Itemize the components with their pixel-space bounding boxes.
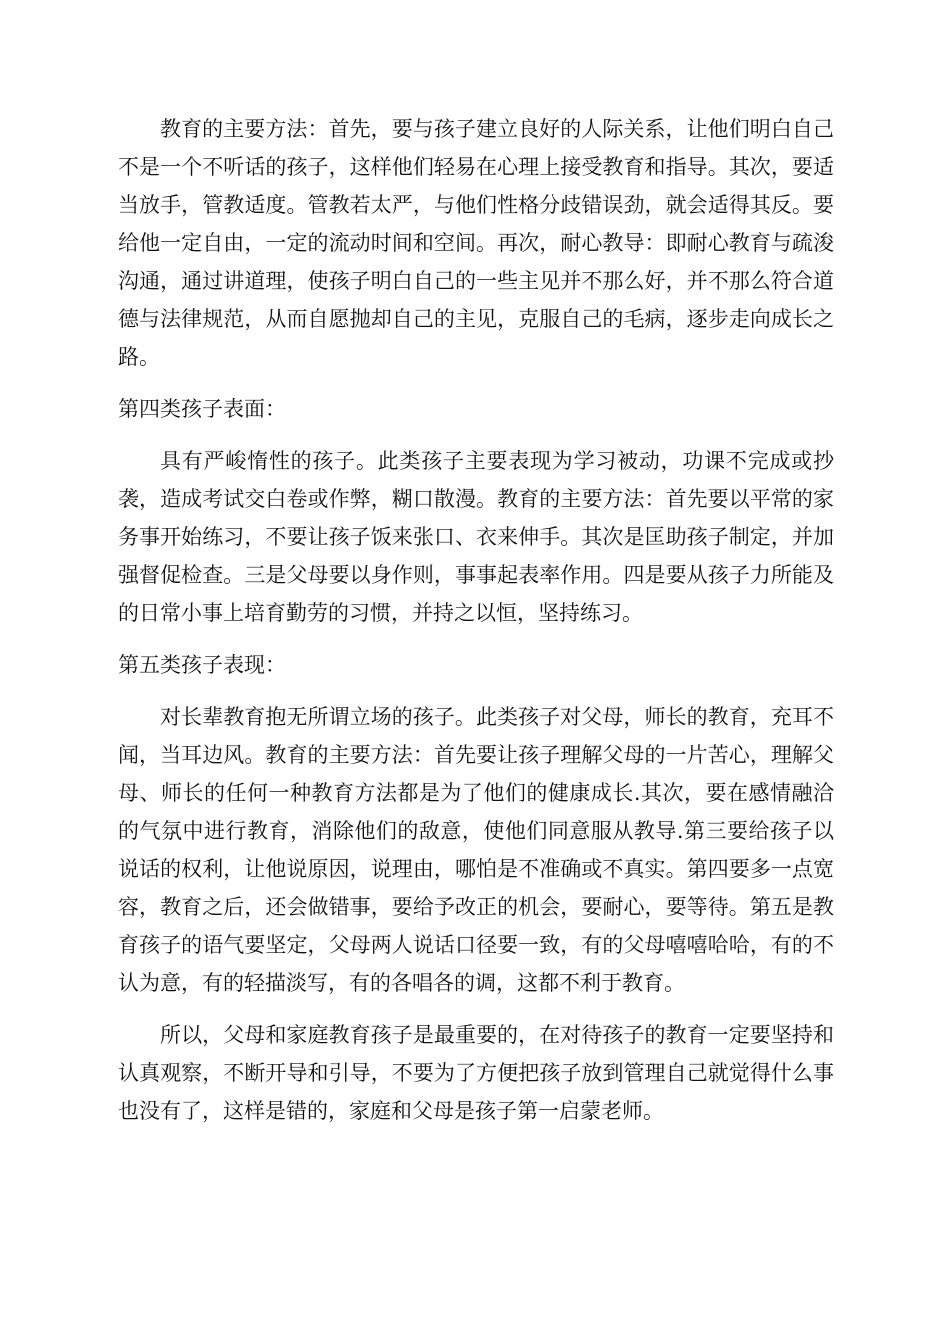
heading-fourth-type: 第四类孩子表面： — [118, 397, 286, 421]
paragraph-fifth-type: 对长辈教育抱无所谓立场的孩子。此类孩子对父母，师长的教育，充耳不闻，当耳边风。教育的主要方法：首先要让孩子理解父母的一片苦心，理解父母、师长的任何一种教育方法都是为了他们的健康成长.其次，要在感情融洽的气氛中进行教育，消除他们的敌意，使他们同意服从教导.第三要给孩子以说话的权利，让他说原因，说理由，哪怕是不准确或不真实。第四要多一点宽容，教育之后，还会做错事，要给予改正的机会，要耐心，要等待。第五是教育孩子的语气要坚定，父母两人说话口径要一致，有的父母嘻嘻哈哈，有的不认为意，有的轻描淡写，有的各唱各的调，这都不利于教育。 — [118, 705, 834, 995]
heading-fifth-type: 第五类孩子表现： — [118, 653, 286, 677]
paragraph-conclusion: 所以，父母和家庭教育孩子是最重要的，在对待孩子的教育一定要坚持和认真观察，不断开导和引导，不要为了方便把孩子放到管理自己就觉得什么事也没有了，这样是错的，家庭和父母是孩子第一启蒙老师。 — [118, 1023, 834, 1123]
paragraph-methods-third-type: 教育的主要方法：首先，要与孩子建立良好的人际关系，让他们明白自己不是一个不听话的孩子，这样他们轻易在心理上接受教育和指导。其次，要适当放手，管教适度。管教若太严，与他们性格分歧错误劲，就会适得其反。要给他一定自由，一定的流动时间和空间。再次，耐心教导：即耐心教育与疏浚沟通，通过讲道理，使孩子明白自己的一些主见并不那么好，并不那么符合道德与法律规范，从而自愿抛却自己的主见，克服自己的毛病，逐步走向成长之路。 — [118, 117, 834, 369]
paragraph-fourth-type: 具有严峻惰性的孩子。此类孩子主要表现为学习被动，功课不完成或抄袭，造成考试交白卷或作弊，糊口散漫。教育的主要方法：首先要以平常的家务事开始练习，不要让孩子饭来张口、衣来伸手。其次是匡助孩子制定，并加强督促检查。三是父母要以身作则，事事起表率作用。四是要从孩子力所能及的日常小事上培育勤劳的习惯，并持之以恒，坚持练习。 — [118, 449, 834, 625]
document-page — [118, 110, 834, 1130]
